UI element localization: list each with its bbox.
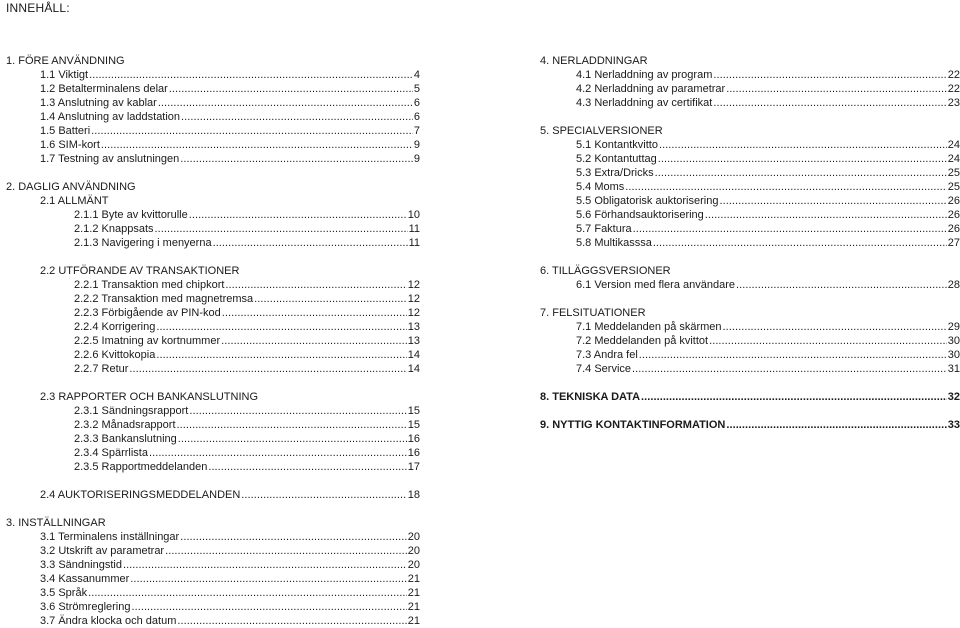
leader-dots: [189, 208, 407, 222]
toc-entry[interactable]: [576, 320, 960, 334]
leader-dots: [705, 208, 947, 222]
entry-label: 7.2 Meddelanden på kvittot: [576, 335, 709, 347]
entry-page: 21: [407, 573, 420, 585]
entry-page: 7: [413, 125, 420, 137]
entry-page: 24: [947, 153, 960, 165]
entry-page: 14: [407, 363, 420, 375]
leader-dots: [132, 600, 407, 614]
entry-label: 2.2.4 Korrigering: [74, 321, 156, 333]
leader-dots: [726, 418, 946, 432]
leader-dots: [178, 432, 407, 446]
leader-dots: [177, 614, 406, 628]
subsection-title: 2.3 RAPPORTER OCH BANKANSLUTNING: [40, 391, 259, 403]
entry-label: 1.4 Anslutning av laddstation: [40, 111, 181, 123]
entry-page: 9: [413, 153, 420, 165]
toc-entry[interactable]: [40, 614, 420, 628]
entry-label: 2.1.2 Knappsats: [74, 223, 154, 235]
entry-label: 8. TEKNISKA DATA: [540, 391, 641, 403]
leader-dots: [241, 488, 406, 502]
toc-entry[interactable]: [576, 194, 960, 208]
leader-dots: [222, 306, 407, 320]
toc-entry[interactable]: [74, 460, 420, 474]
toc-entry[interactable]: [576, 138, 960, 152]
toc-entry[interactable]: [40, 586, 420, 600]
entry-label: 4.2 Nerladdning av parametrar: [576, 83, 726, 95]
leader-dots: [719, 194, 946, 208]
entry-label: 7.4 Service: [576, 363, 632, 375]
toc-heading: INNEHÅLL:: [6, 1, 70, 15]
toc-entry[interactable]: [74, 418, 420, 432]
entry-page: 26: [947, 209, 960, 221]
section-title: 2. DAGLIG ANVÄNDNING: [6, 181, 136, 193]
entry-label: 5.5 Obligatorisk auktorisering: [576, 195, 719, 207]
entry-page: 24: [947, 139, 960, 151]
toc-entry[interactable]: [74, 208, 420, 222]
entry-label: 3.2 Utskrift av parametrar: [40, 545, 165, 557]
entry-page: 13: [407, 335, 420, 347]
entry-label: 5.7 Faktura: [576, 223, 632, 235]
toc-entry[interactable]: [40, 530, 420, 544]
toc-entry[interactable]: [74, 432, 420, 446]
leader-dots: [156, 320, 406, 334]
leader-dots: [89, 68, 413, 82]
toc-entry[interactable]: [40, 600, 420, 614]
toc-entry[interactable]: [74, 362, 420, 376]
entry-page: 15: [407, 405, 420, 417]
leader-dots: [156, 348, 406, 362]
leader-dots: [633, 222, 947, 236]
entry-page: 23: [947, 97, 960, 109]
entry-label: 7.3 Andra fel: [576, 349, 638, 361]
leader-dots: [736, 278, 947, 292]
leader-dots: [165, 544, 407, 558]
toc-entry[interactable]: [576, 68, 960, 82]
entry-label: 1.7 Testning av anslutningen: [40, 153, 180, 165]
entry-page: 27: [947, 237, 960, 249]
toc-entry[interactable]: [74, 306, 420, 320]
leader-dots: [632, 362, 947, 376]
entry-label: 7.1 Meddelanden på skärmen: [576, 321, 722, 333]
entry-label: 5.3 Extra/Dricks: [576, 167, 654, 179]
toc-entry[interactable]: [74, 278, 420, 292]
entry-label: 2.2.1 Transaktion med chipkort: [74, 279, 225, 291]
toc-entry[interactable]: [74, 222, 420, 236]
entry-label: 3.1 Terminalens inställningar: [40, 531, 180, 543]
toc-entry[interactable]: [40, 558, 420, 572]
toc-entry[interactable]: [74, 334, 420, 348]
entry-label: 1.6 SIM-kort: [40, 139, 100, 151]
leader-dots: [130, 572, 406, 586]
entry-page: 4: [413, 69, 420, 81]
entry-label: 3.3 Sändningstid: [40, 559, 122, 571]
leader-dots: [726, 82, 947, 96]
toc-entry[interactable]: [576, 348, 960, 362]
leader-dots: [180, 530, 407, 544]
entry-page: 21: [407, 615, 420, 627]
section-title: 1. FÖRE ANVÄNDNING: [6, 55, 125, 67]
entry-label: 5.4 Moms: [576, 181, 625, 193]
leader-dots: [641, 390, 947, 404]
leader-dots: [213, 236, 408, 250]
entry-page: 6: [413, 111, 420, 123]
entry-page: 5: [413, 83, 420, 95]
toc-entry[interactable]: [74, 446, 420, 460]
leader-dots: [625, 180, 946, 194]
entry-label: 2.3.3 Bankanslutning: [74, 433, 177, 445]
toc-entry[interactable]: [74, 292, 420, 306]
section-title: 6. TILLÄGGSVERSIONER: [540, 265, 671, 277]
entry-label: 3.6 Strömreglering: [40, 601, 131, 613]
section-title: 3. INSTÄLLNINGAR: [6, 517, 106, 529]
entry-page: 12: [407, 307, 420, 319]
toc-entry[interactable]: [40, 96, 420, 110]
toc-entry[interactable]: [576, 180, 960, 194]
toc-entry[interactable]: [40, 82, 420, 96]
toc-entry[interactable]: [576, 166, 960, 180]
entry-label: 2.2.3 Förbigående av PIN-kod: [74, 307, 221, 319]
entry-label: 2.1.1 Byte av kvittorulle: [74, 209, 188, 221]
entry-page: 16: [407, 433, 420, 445]
toc-entry[interactable]: [40, 488, 420, 502]
entry-page: 25: [947, 181, 960, 193]
entry-label: 2.2.7 Retur: [74, 363, 129, 375]
entry-label: 2.3.1 Sändningsrapport: [74, 405, 189, 417]
leader-dots: [158, 96, 413, 110]
toc-entry[interactable]: [74, 236, 420, 250]
entry-page: 15: [407, 419, 420, 431]
entry-label: 1.1 Viktigt: [40, 69, 89, 81]
entry-page: 18: [407, 489, 420, 501]
toc-entry[interactable]: [540, 390, 960, 404]
entry-page: 20: [407, 559, 420, 571]
entry-label: 5.1 Kontantkvitto: [576, 139, 658, 151]
leader-dots: [123, 558, 407, 572]
entry-page: 20: [407, 531, 420, 543]
entry-page: 17: [407, 461, 420, 473]
toc-entry[interactable]: [40, 572, 420, 586]
entry-label: 2.3.4 Spärrlista: [74, 447, 148, 459]
entry-label: 2.3.5 Rapportmeddelanden: [74, 461, 208, 473]
leader-dots: [709, 334, 947, 348]
toc-entry[interactable]: [576, 82, 960, 96]
leader-dots: [655, 166, 947, 180]
leader-dots: [653, 236, 947, 250]
leader-dots: [189, 404, 406, 418]
toc-entry[interactable]: [74, 404, 420, 418]
entry-label: 5.2 Kontantuttag: [576, 153, 657, 165]
entry-page: 26: [947, 223, 960, 235]
leader-dots: [713, 96, 946, 110]
toc-entry[interactable]: [40, 110, 420, 124]
toc-entry[interactable]: [576, 278, 960, 292]
leader-dots: [101, 138, 413, 152]
entry-label: 2.2.6 Kvittokopia: [74, 349, 156, 361]
entry-label: 1.2 Betalterminalens delar: [40, 83, 168, 95]
toc-entry[interactable]: [74, 348, 420, 362]
entry-label: 2.1.3 Navigering i menyerna: [74, 237, 212, 249]
entry-label: 4.1 Nerladdning av program: [576, 69, 713, 81]
section-title: 7. FELSITUATIONER: [540, 307, 646, 319]
entry-page: 31: [947, 363, 960, 375]
entry-label: 9. NYTTIG KONTAKTINFORMATION: [540, 419, 726, 431]
entry-page: 12: [407, 293, 420, 305]
section-title: 5. SPECIALVERSIONER: [540, 125, 663, 137]
entry-label: 4.3 Nerladdning av certifikat: [576, 97, 713, 109]
leader-dots: [129, 362, 406, 376]
leader-dots: [88, 586, 407, 600]
entry-label: 2.3.2 Månadsrapport: [74, 419, 176, 431]
toc-entry[interactable]: [576, 96, 960, 110]
toc-entry[interactable]: [40, 68, 420, 82]
leader-dots: [208, 460, 406, 474]
leader-dots: [723, 320, 947, 334]
entry-label: 6.1 Version med flera användare: [576, 279, 735, 291]
entry-label: 1.3 Anslutning av kablar: [40, 97, 157, 109]
entry-page: 21: [407, 587, 420, 599]
entry-label: 3.5 Språk: [40, 587, 88, 599]
leader-dots: [658, 152, 947, 166]
leader-dots: [180, 152, 413, 166]
toc-entry[interactable]: [576, 222, 960, 236]
toc-entry[interactable]: [576, 334, 960, 348]
entry-page: 25: [947, 167, 960, 179]
toc-entry[interactable]: [576, 208, 960, 222]
entry-page: 22: [947, 83, 960, 95]
toc-entry[interactable]: [576, 152, 960, 166]
leader-dots: [149, 446, 407, 460]
entry-label: 1.5 Batteri: [40, 125, 91, 137]
entry-page: 29: [947, 321, 960, 333]
entry-label: 2.4 AUKTORISERINGSMEDDELANDEN: [40, 489, 241, 501]
leader-dots: [177, 418, 407, 432]
leader-dots: [181, 110, 413, 124]
entry-page: 12: [407, 279, 420, 291]
toc-entry[interactable]: [40, 138, 420, 152]
entry-page: 30: [947, 335, 960, 347]
toc-entry[interactable]: [74, 320, 420, 334]
entry-page: 33: [947, 419, 960, 431]
toc-entry[interactable]: [40, 544, 420, 558]
entry-page: 32: [947, 391, 960, 403]
entry-page: 14: [407, 349, 420, 361]
entry-page: 30: [947, 349, 960, 361]
entry-page: 11: [408, 223, 420, 235]
toc-entry[interactable]: [576, 236, 960, 250]
toc-entry[interactable]: [40, 124, 420, 138]
leader-dots: [713, 68, 946, 82]
leader-dots: [221, 334, 407, 348]
entry-page: 10: [407, 209, 420, 221]
leader-dots: [639, 348, 947, 362]
entry-label: 2.2.2 Transaktion med magnetremsa: [74, 293, 254, 305]
leader-dots: [254, 292, 407, 306]
leader-dots: [659, 138, 947, 152]
leader-dots: [169, 82, 413, 96]
entry-label: 3.4 Kassanummer: [40, 573, 130, 585]
entry-page: 21: [407, 601, 420, 613]
leader-dots: [155, 222, 408, 236]
toc-entry[interactable]: [540, 418, 960, 432]
toc-entry[interactable]: [40, 152, 420, 166]
entry-label: 3.7 Ändra klocka och datum: [40, 615, 177, 627]
entry-label: 5.6 Förhandsauktorisering: [576, 209, 704, 221]
toc-entry[interactable]: [576, 362, 960, 376]
entry-page: 16: [407, 447, 420, 459]
subsection-title: 2.2 UTFÖRANDE AV TRANSAKTIONER: [40, 265, 240, 277]
leader-dots: [225, 278, 406, 292]
entry-page: 22: [947, 69, 960, 81]
section-title: 4. NERLADDNINGAR: [540, 55, 648, 67]
entry-label: 2.2.5 Imatning av kortnummer: [74, 335, 221, 347]
entry-page: 20: [407, 545, 420, 557]
entry-page: 13: [407, 321, 420, 333]
entry-page: 26: [947, 195, 960, 207]
entry-page: 28: [947, 279, 960, 291]
entry-page: 6: [413, 97, 420, 109]
entry-page: 11: [408, 237, 420, 249]
entry-label: 5.8 Multikasssa: [576, 237, 652, 249]
entry-page: 9: [413, 139, 420, 151]
subsection-title: 2.1 ALLMÄNT: [40, 195, 109, 207]
leader-dots: [91, 124, 413, 138]
